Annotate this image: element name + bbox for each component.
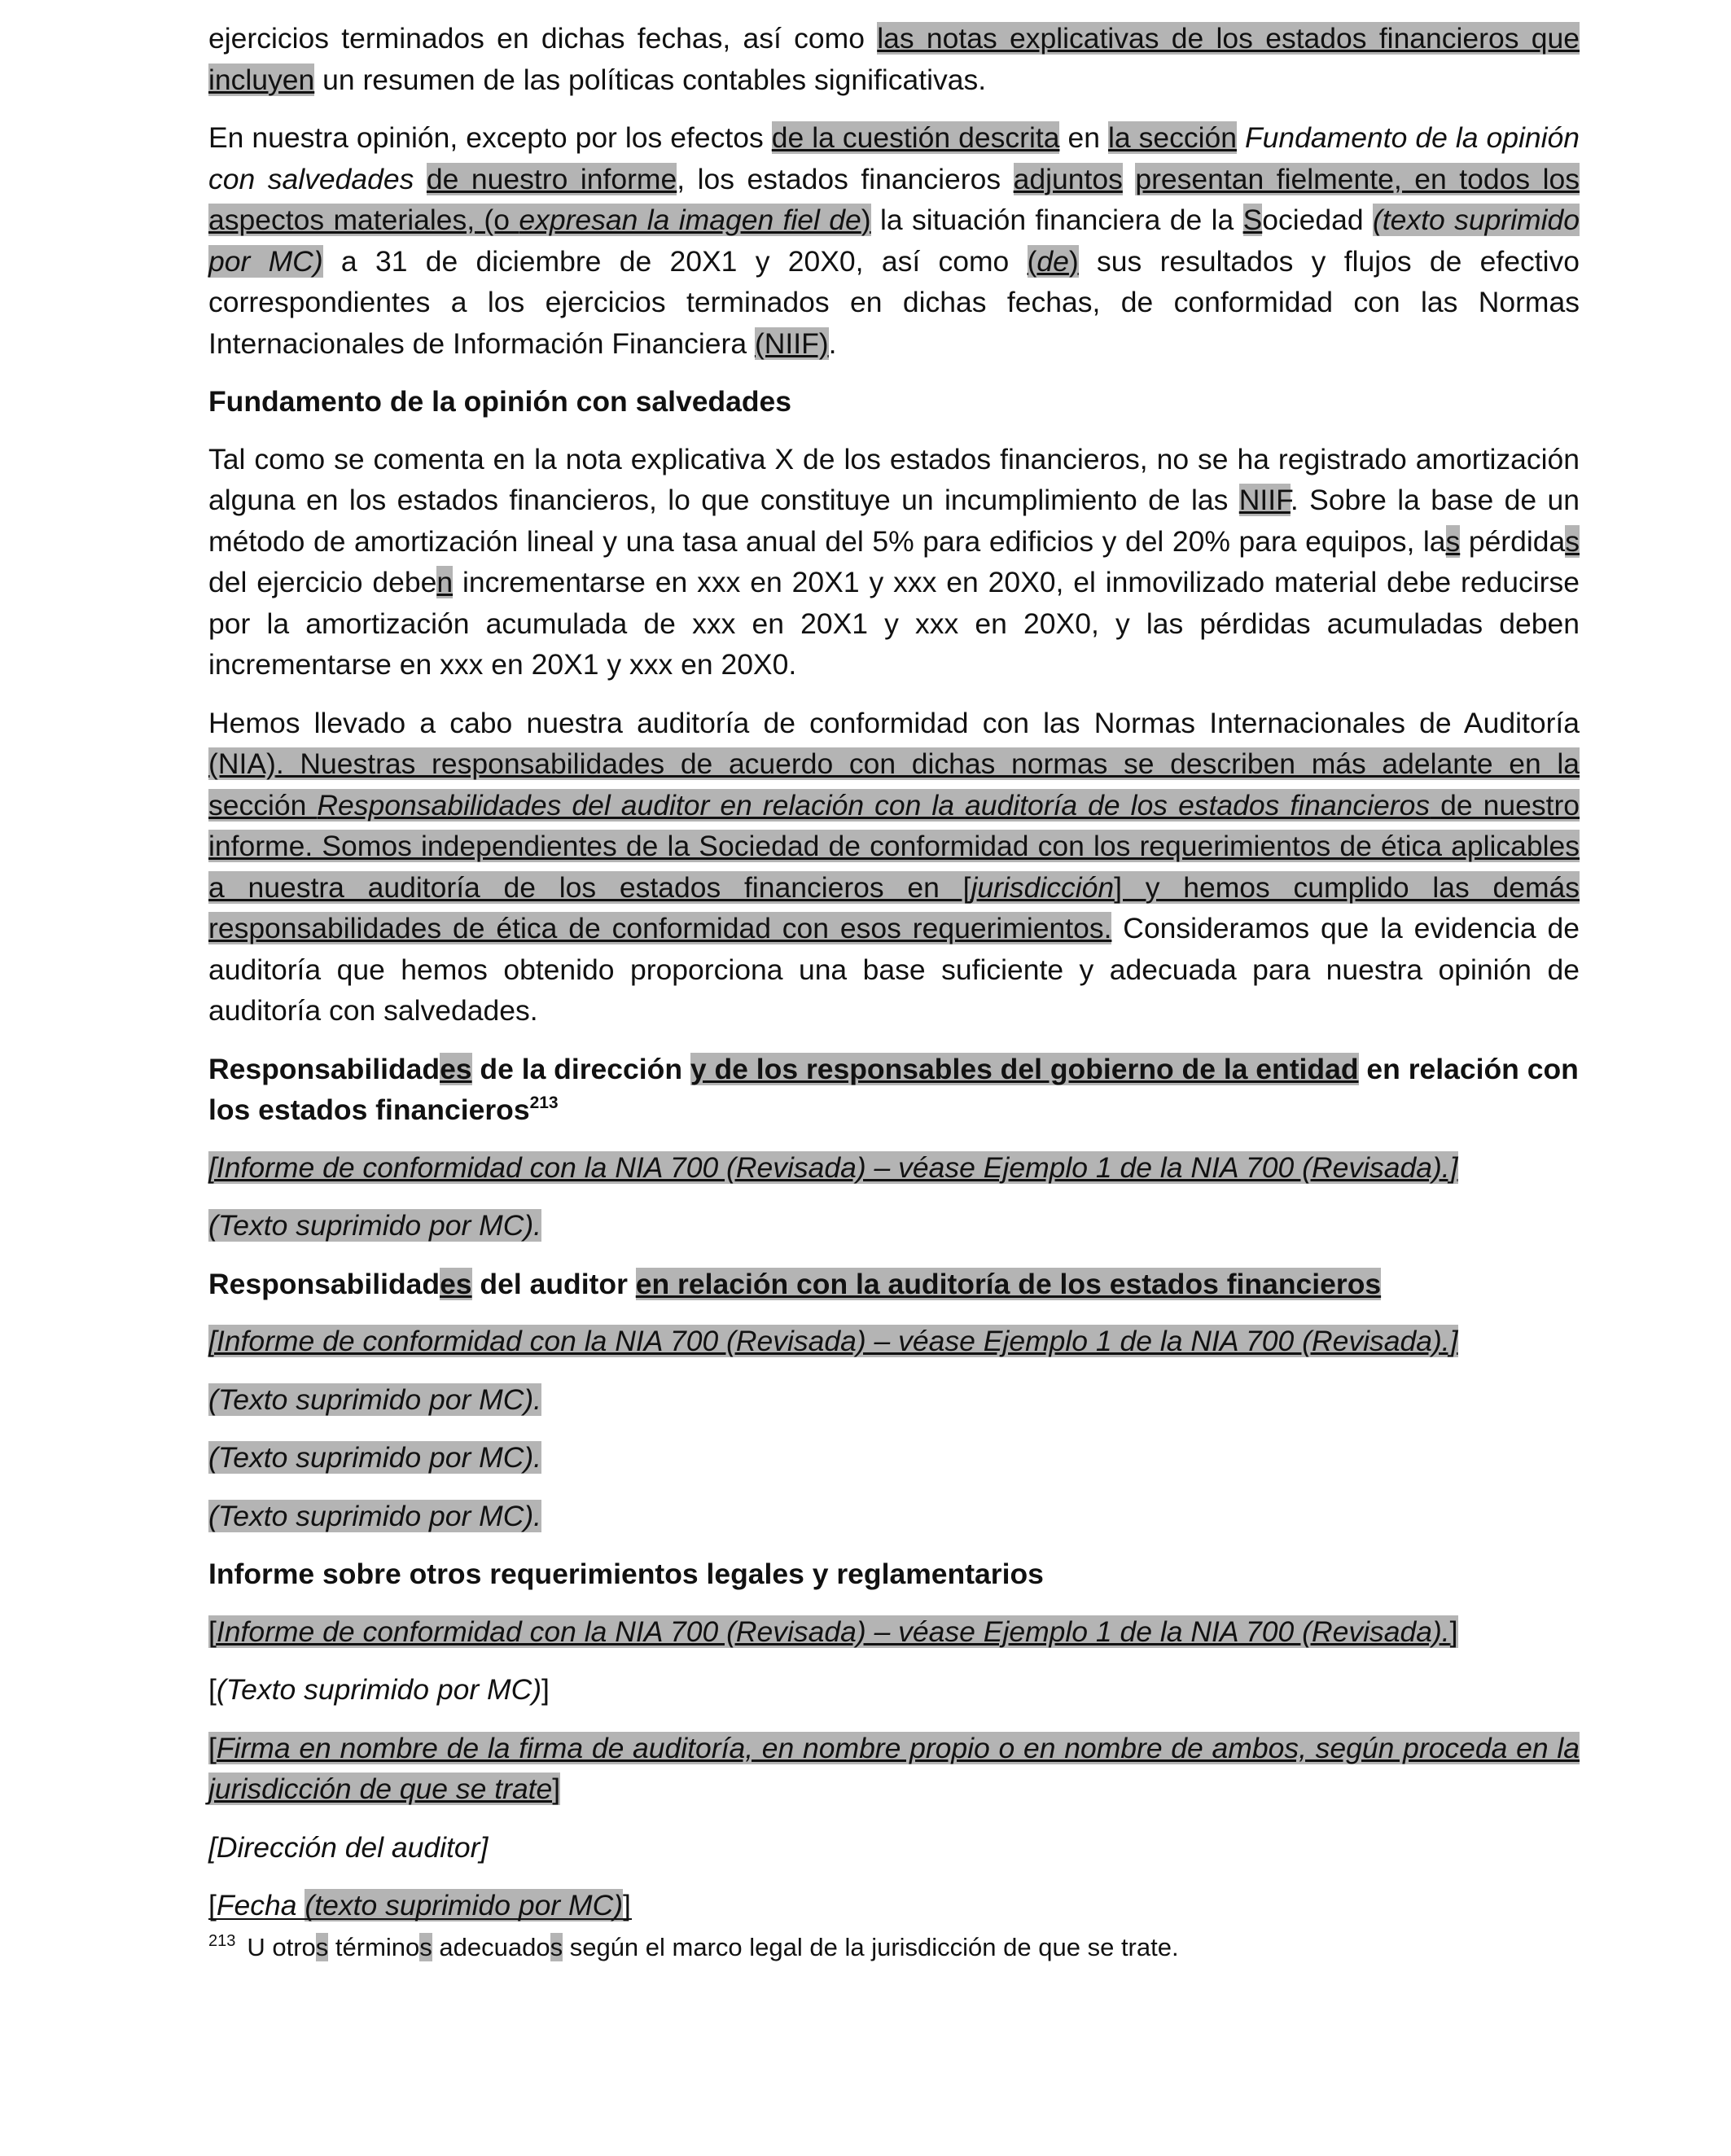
text-run: de la dirección bbox=[471, 1052, 690, 1085]
text-run: del ejercicio debe bbox=[208, 566, 437, 598]
highlighted-run: s bbox=[1445, 524, 1461, 558]
reference-line bbox=[208, 1321, 1580, 1362]
highlighted-run: S bbox=[1242, 204, 1263, 236]
highlighted-run: expresan la imagen fiel de bbox=[519, 204, 861, 236]
highlighted-run: NIIF bbox=[1238, 484, 1291, 516]
paragraph-opinion-end bbox=[208, 18, 1580, 100]
italic-run: (Texto suprimido por MC) bbox=[216, 1673, 542, 1706]
highlighted-run: . Nuestras responsabilidades de acuerdo con dichas normas se describen más adelante en la sección bbox=[208, 747, 1580, 822]
highlighted-run: (Texto suprimido por MC). bbox=[208, 1209, 542, 1242]
highlighted-run: en relación con la auditoría de los estados financieros bbox=[635, 1267, 1382, 1300]
highlighted-run: (NIA) bbox=[208, 747, 276, 780]
italic-run: Fundamento de la opinión con salvedades bbox=[208, 121, 1580, 195]
suppressed-text-line bbox=[208, 1669, 1580, 1711]
text-run: en relación con los estados financieros bbox=[208, 1052, 1579, 1126]
highlighted-run: [Informe de conformidad con la NIA 700 (Revisada) – véase Ejemplo 1 de la NIA 700 (Revisada).] bbox=[208, 1325, 1458, 1357]
highlighted-run: de nuestro informe bbox=[426, 162, 677, 195]
text-run: ociedad bbox=[1262, 204, 1373, 236]
suppressed-text-line bbox=[208, 1205, 1580, 1247]
highlighted-run: Responsabilidades del auditor en relación con la auditoría de los estados financieros bbox=[317, 788, 1431, 822]
heading-auditor-responsibilities bbox=[208, 1264, 1580, 1305]
text-run: ] bbox=[541, 1673, 550, 1706]
highlighted-run: presentan fielmente, en todos los aspectos materiales, (o bbox=[208, 162, 1580, 236]
text-run: En nuestra opinión, excepto por los efectos bbox=[208, 121, 772, 154]
text-run: término bbox=[328, 1933, 420, 1961]
text-run: Consideramos que la evidencia de auditoría que hemos obtenido proporciona una base suficiente y adecuada para nuestra opinión de auditoría con salvedades. bbox=[208, 912, 1580, 1027]
text-run: U otro bbox=[247, 1933, 316, 1961]
paragraph-audit-standards bbox=[208, 703, 1580, 1032]
highlighted-run: ) bbox=[861, 204, 871, 236]
highlighted-run: jurisdicción bbox=[971, 870, 1115, 904]
text-run: Responsabilidad bbox=[208, 1267, 440, 1300]
highlighted-run: de la cuestión descrita bbox=[771, 121, 1060, 154]
document-body bbox=[208, 18, 1580, 1943]
text-run bbox=[297, 1889, 305, 1922]
highlighted-run: ] bbox=[1449, 1615, 1458, 1648]
highlighted-run: es bbox=[440, 1267, 472, 1300]
text-run: [ bbox=[208, 1673, 217, 1706]
auditor-address-line: [Dirección del auditor] bbox=[208, 1830, 489, 1864]
heading-management-responsibilities bbox=[208, 1049, 1580, 1131]
footnote bbox=[208, 1930, 1580, 1965]
highlighted-run: n bbox=[436, 566, 454, 598]
highlighted-run: s bbox=[550, 1933, 563, 1961]
highlighted-run: y de los responsables del gobierno de la entidad bbox=[690, 1052, 1359, 1085]
suppressed-text-line bbox=[208, 1379, 1580, 1421]
text-run: adecuado bbox=[432, 1933, 550, 1961]
highlighted-run: Firma en nombre de la firma de auditoría, en nombre propio o en nombre de ambos, según proceda en la jurisdicción de que se trate bbox=[208, 1731, 1580, 1805]
highlighted-run: (texto suprimido por MC) bbox=[305, 1889, 624, 1922]
text-run: Hemos llevado a cabo nuestra auditoría de conformidad con las Normas Internacionales de Auditoría bbox=[208, 706, 1580, 739]
footnote-reference[interactable]: 213 bbox=[529, 1093, 559, 1112]
text-run: del auditor bbox=[471, 1267, 636, 1300]
text-run: a 31 de diciembre de 20X1 y 20X0, así como bbox=[322, 244, 1028, 278]
highlighted-run: ] bbox=[552, 1773, 561, 1805]
text-run: ] bbox=[623, 1889, 631, 1922]
text-run: según el marco legal de la jurisdicción de que se trate. bbox=[563, 1933, 1179, 1961]
text-run: un resumen de las políticas contables significativas. bbox=[314, 63, 987, 96]
italic-run: Fecha bbox=[216, 1889, 297, 1922]
heading-other-requirements: Informe sobre otros requerimientos legales y reglamentarios bbox=[208, 1558, 1044, 1590]
highlighted-run: (Texto suprimido por MC). bbox=[208, 1383, 542, 1416]
text-run bbox=[1123, 163, 1136, 195]
highlighted-run: [ bbox=[208, 1615, 217, 1648]
text-run bbox=[1237, 121, 1245, 154]
highlighted-run: de bbox=[1036, 244, 1069, 278]
highlighted-run: ) bbox=[1068, 244, 1079, 278]
highlighted-run: s bbox=[419, 1933, 432, 1961]
highlighted-run: Informe de conformidad con la NIA 700 (Revisada) – véase Ejemplo 1 de la NIA 700 (Revisada). bbox=[216, 1615, 1450, 1648]
highlighted-run: (Texto suprimido por MC). bbox=[208, 1499, 542, 1532]
paragraph-basis-detail bbox=[208, 439, 1580, 686]
highlighted-run: s bbox=[315, 1933, 329, 1961]
highlighted-run: [Informe de conformidad con la NIA 700 (Revisada) – véase Ejemplo 1 de la NIA 700 (Revisada).] bbox=[208, 1150, 1458, 1184]
highlighted-run: (NIIF) bbox=[754, 326, 829, 360]
highlighted-run: las notas explicativas de los estados financieros que incluyen bbox=[208, 22, 1580, 96]
text-run: la situación financiera de la bbox=[870, 204, 1243, 236]
text-run: Tal como se comenta en la nota explicativa X de los estados financieros, no se ha registrado amortización alguna en los estados financieros, lo que constituye un incumplimiento de las bbox=[208, 442, 1580, 516]
highlighted-run: de nuestro informe. Somos independientes de la Sociedad de conformidad con los requerimientos de ética aplicables a nuestra auditoría de los estados financieros en [ bbox=[208, 788, 1580, 904]
footnote-separator bbox=[208, 1918, 632, 1920]
text-run: Responsabilidad bbox=[208, 1052, 440, 1085]
text-run: [ bbox=[208, 1889, 217, 1922]
heading-basis-for-opinion: Fundamento de la opinión con salvedades bbox=[208, 385, 792, 418]
paragraph-qualified-opinion bbox=[208, 117, 1580, 364]
text-run: pérdida bbox=[1460, 524, 1566, 558]
text-run: ejercicios terminados en dichas fechas, así como bbox=[208, 22, 878, 55]
footnote-number: 213 bbox=[208, 1932, 236, 1950]
suppressed-text-line bbox=[208, 1437, 1580, 1479]
highlighted-run: [ bbox=[208, 1731, 217, 1764]
highlighted-run: ] y hemos cumplido las demás responsabilidades de ética de conformidad con esos requerimientos. bbox=[208, 870, 1580, 944]
highlighted-run: s bbox=[1565, 524, 1580, 558]
text-run bbox=[414, 163, 427, 195]
text-run: . Sobre la base de un método de amortización lineal y una tasa anual del 5% para edificios y del 20% para equipos, la bbox=[208, 484, 1580, 558]
text-run: . bbox=[828, 326, 837, 360]
highlighted-run: (Texto suprimido por MC). bbox=[208, 1441, 542, 1474]
highlighted-run: adjuntos bbox=[1013, 162, 1123, 195]
highlighted-run: la sección bbox=[1107, 121, 1237, 154]
text-run: incrementarse en xxx en 20X1 y xxx en 20X0, el inmovilizado material debe reducirse por la amortización acumulada de xxx en 20X1 y xxx en 20X0, y las pérdidas acumuladas deben incrementarse en xxx en 20X1 y xxx en 20X0. bbox=[208, 566, 1580, 681]
reference-line bbox=[208, 1611, 1580, 1653]
text-run: en bbox=[1059, 121, 1108, 154]
highlighted-run: (texto suprimido por MC) bbox=[208, 204, 1580, 278]
signature-line bbox=[208, 1728, 1580, 1810]
reference-line bbox=[208, 1147, 1580, 1189]
highlighted-run: es bbox=[440, 1052, 472, 1085]
suppressed-text-line bbox=[208, 1496, 1580, 1537]
highlighted-run: ( bbox=[1027, 244, 1037, 278]
text-run: sus resultados y flujos de efectivo correspondientes a los ejercicios terminados en dichas fechas, de conformidad con las Normas Internacionales de Información Financiera bbox=[208, 244, 1580, 360]
text-run: , los estados financieros bbox=[677, 162, 1014, 195]
